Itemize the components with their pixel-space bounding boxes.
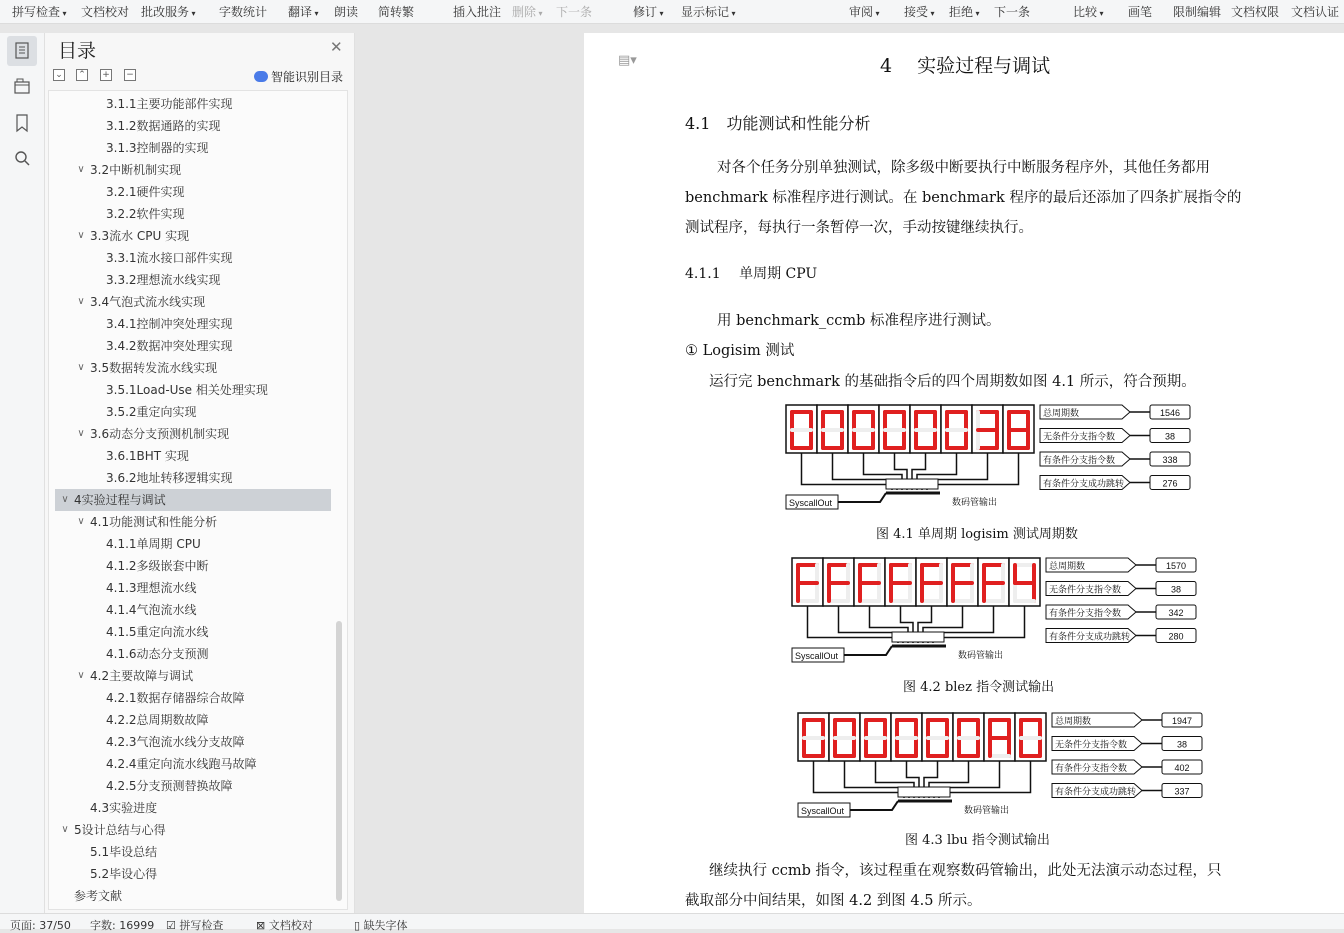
toolbar-item[interactable] (1128, 3, 1152, 21)
counter-value: 1546 (1159, 408, 1181, 418)
toolbar-item-label: 文档权限 (1231, 5, 1280, 19)
toolbar-item[interactable] (512, 3, 543, 21)
paragraph-line: 继续执行 ccmb 指令，该过程重在观察数码管输出，此处无法演示动态过程，只 (709, 863, 1222, 879)
syscall-label: SyscallOut (789, 498, 833, 508)
toolbar-item-label: 审阅 (849, 5, 874, 19)
toc-item[interactable] (49, 753, 345, 775)
toc-item[interactable] (49, 445, 345, 467)
chevron-down-icon[interactable]: ∨ (77, 516, 85, 527)
counter-value: 342 (1168, 608, 1184, 618)
display-label: 数码管输出 (952, 497, 998, 507)
counter-value: 38 (1170, 584, 1182, 595)
counter-label: 有条件分支指令数 (1049, 608, 1122, 618)
status-bar (0, 913, 1344, 932)
toc-list (48, 90, 348, 910)
toc-item-label: 3.5数据转发流水线实现 (90, 361, 218, 375)
toc-scrollbar[interactable] (336, 621, 342, 901)
search-icon[interactable] (7, 144, 37, 174)
smart-toc-label: 智能识别目录 (271, 70, 344, 84)
toc-item[interactable] (49, 775, 345, 797)
paragraph-line: benchmark 标准程序进行测试。在 benchmark 程序的最后还添加了四条扩展指令的 (685, 190, 1242, 206)
toolbar-item-label: 插入批注 (453, 5, 502, 19)
toolbar-item[interactable] (1231, 3, 1279, 21)
toc-item[interactable] (49, 357, 345, 379)
toc-item-label: 4.2.5分支预测替换故障 (106, 779, 233, 793)
toolbar-item-label: 比较 (1073, 5, 1098, 19)
review-toolbar (0, 0, 1344, 24)
toolbar-item[interactable] (849, 3, 880, 21)
counter-label: 无条件分支指令数 (1055, 739, 1128, 750)
toc-item-label: 3.3.1流水接口部件实现 (106, 251, 233, 265)
paragraph-line: 截取部分中间结果，如图 4.2 到图 4.5 所示。 (685, 893, 982, 909)
toc-item[interactable] (49, 841, 345, 863)
toc-item-label: 4.1.5重定向流水线 (106, 625, 209, 639)
toc-item[interactable] (55, 489, 331, 511)
figure-caption: 图 4.2 blez 指令测试输出 (903, 680, 1055, 695)
toc-item[interactable] (49, 335, 345, 357)
counter-label: 有条件分支指令数 (1043, 455, 1116, 465)
toc-item[interactable] (49, 885, 345, 907)
counter-label: 总周期数 (1043, 408, 1080, 418)
toc-item-label: 4.1.4气泡流水线 (106, 603, 197, 617)
ai-icon (254, 71, 268, 82)
chevron-down-icon[interactable]: ∨ (77, 362, 85, 373)
wire (939, 773, 1031, 798)
toc-item-label: 参考文献 (74, 889, 123, 903)
toc-item-label: 3.4.2数据冲突处理实现 (106, 339, 233, 353)
toc-item[interactable] (49, 467, 345, 489)
toc-item[interactable] (49, 181, 345, 203)
toolbar-item-label: 批改服务 (141, 5, 190, 19)
display-label: 数码管输出 (958, 650, 1004, 660)
toc-item-label: 3.2.1硬件实现 (106, 185, 185, 199)
toc-item-label: 4.1.2多级嵌套中断 (106, 559, 209, 573)
toc-item-label: 4.1.3理想流水线 (106, 581, 197, 595)
toc-item[interactable] (49, 159, 345, 181)
syscall-label: SyscallOut (795, 651, 839, 661)
toc-item-label: 4.2.3气泡流水线分支故障 (106, 735, 245, 749)
toolbar-item-label: 显示标记 (681, 5, 730, 19)
dropdown-icon: ▾ (1097, 9, 1104, 18)
splitter (892, 632, 944, 642)
toc-item-label: 3.6动态分支预测机制实现 (90, 427, 230, 441)
counter-label: 有条件分支成功跳转 (1049, 631, 1131, 642)
counter-label: 有条件分支指令数 (1055, 763, 1128, 773)
toc-item[interactable] (49, 863, 345, 885)
font-icon: ▯ (354, 919, 361, 932)
toc-item[interactable] (49, 269, 345, 291)
toolbar-item[interactable] (1073, 3, 1104, 21)
toc-item-label: 4.1.1单周期 CPU (106, 537, 201, 551)
chapter-heading: 4 实验过程与调试 (880, 55, 1051, 77)
dropdown-icon: ▾ (536, 9, 543, 18)
dropdown-icon: ▾ (873, 9, 880, 18)
toolbar-item[interactable] (633, 3, 664, 21)
chevron-down-icon[interactable]: ∨ (77, 296, 85, 307)
toc-item[interactable] (49, 731, 345, 753)
add-heading-icon[interactable]: + (100, 69, 112, 81)
counter-label: 有条件分支成功跳转 (1055, 786, 1137, 797)
paragraph-line: 对各个任务分别单独测试，除多级中断要执行中断服务程序外，其他任务都用 (717, 160, 1210, 176)
collapse-all-icon[interactable]: ⌄ (53, 69, 65, 81)
syscall-label: SyscallOut (801, 806, 845, 816)
toc-item[interactable] (49, 423, 345, 445)
toc-item[interactable] (49, 247, 345, 269)
checkbox-icon: ☑ (166, 919, 176, 932)
toolbar-item[interactable] (12, 3, 67, 21)
toc-item-label: 4实验过程与调试 (74, 493, 166, 507)
toc-item-label: 5设计总结与心得 (74, 823, 166, 837)
wire (814, 773, 905, 798)
dropdown-icon: ▾ (189, 9, 196, 18)
toolbar-item-label: 朗读 (334, 5, 359, 19)
toc-item[interactable] (49, 511, 345, 533)
counter-label: 总周期数 (1055, 716, 1092, 726)
toc-item-label: 4.1功能测试和性能分析 (90, 515, 218, 529)
toolbar-item-label: 拼写检查 (12, 5, 61, 19)
splitter (898, 787, 950, 797)
toolbar-item[interactable] (141, 3, 196, 21)
toc-item-label: 3.2.2软件实现 (106, 207, 185, 221)
toolbar-item[interactable] (453, 3, 501, 21)
toc-item-label: 4.2主要故障与调试 (90, 669, 194, 683)
toolbar-item-label: 下一条 (556, 5, 593, 19)
toolbar-item[interactable] (288, 3, 319, 21)
paragraph-line: 运行完 benchmark 的基础指令后的四个周期数如图 4.1 所示，符合预期。 (709, 374, 1196, 390)
counter-value: 1947 (1171, 716, 1193, 726)
toc-item-label: 5.2毕设心得 (90, 867, 158, 881)
toolbar-item-label: 翻译 (288, 5, 313, 19)
toc-item-label: 3.1.1主要功能部件实现 (106, 97, 233, 111)
dropdown-icon: ▾ (729, 9, 736, 18)
nav-icon-bar (0, 33, 45, 913)
toc-title: 目录 (58, 40, 97, 62)
toc-item-label: 3.5.2重定向实现 (106, 405, 197, 419)
toolbar-item-label: 文档校对 (81, 5, 130, 19)
document-icon[interactable]: ▤▾ (618, 53, 637, 68)
toc-item-label: 3.1.2数据通路的实现 (106, 119, 221, 133)
wire (927, 465, 1019, 490)
toc-item[interactable] (49, 533, 345, 555)
toc-item[interactable] (49, 225, 345, 247)
toolbar-item-label: 修订 (633, 5, 658, 19)
chevron-down-icon[interactable]: ∨ (77, 670, 85, 681)
toc-item[interactable] (49, 819, 345, 841)
display-label: 数码管输出 (964, 805, 1010, 815)
dropdown-icon: ▾ (312, 9, 319, 18)
toc-item-label: 3.1.3控制器的实现 (106, 141, 209, 155)
chevron-down-icon[interactable]: ∨ (77, 164, 85, 175)
logisim-figure (784, 403, 1184, 515)
toc-item-label: 4.1.6动态分支预测 (106, 647, 209, 661)
subsection-heading: 4.1.1 单周期 CPU (685, 266, 818, 282)
toc-item[interactable] (49, 313, 345, 335)
page-count: 页面: 37/50 (10, 919, 71, 932)
wire (802, 465, 893, 490)
bookmark-icon[interactable] (7, 108, 37, 138)
toolbar-item[interactable] (81, 3, 129, 21)
toc-item[interactable] (49, 555, 345, 577)
toolbar-item[interactable] (378, 3, 414, 21)
toc-item[interactable] (49, 401, 345, 423)
chevron-down-icon[interactable]: ∨ (61, 494, 69, 505)
toc-item[interactable] (49, 709, 345, 731)
spell-label: 拼写检查 (179, 919, 224, 932)
counter-label: 总周期数 (1049, 561, 1086, 571)
counter-value: 337 (1174, 786, 1190, 797)
toolbar-item[interactable] (1173, 3, 1221, 21)
counter-value: 402 (1174, 763, 1190, 773)
logisim-figure (796, 711, 1193, 821)
toc-item-label: 3.6.2地址转移逻辑实现 (106, 471, 233, 485)
logisim-figure (790, 556, 1187, 666)
toolbar-item-label: 限制编辑 (1173, 5, 1222, 19)
toolbar-item-label: 拒绝 (949, 5, 974, 19)
dropdown-icon: ▾ (928, 9, 935, 18)
toolbar-item[interactable] (949, 3, 980, 21)
counter-value: 276 (1162, 478, 1178, 489)
splitter (886, 479, 938, 489)
dropdown-icon: ▾ (657, 9, 664, 18)
close-icon[interactable]: ✕ (330, 38, 343, 56)
missing-font[interactable] (354, 917, 408, 933)
toc-item[interactable] (49, 203, 345, 225)
toc-item[interactable] (49, 137, 345, 159)
counter-value: 338 (1162, 455, 1178, 465)
proof-toggle[interactable] (256, 917, 313, 933)
chevron-down-icon[interactable]: ∨ (61, 824, 69, 835)
toc-item[interactable] (49, 93, 345, 115)
toc-item[interactable] (49, 599, 345, 621)
counter-label: 无条件分支指令数 (1049, 584, 1122, 595)
wire (838, 493, 886, 502)
toc-item[interactable] (49, 577, 345, 599)
paragraph-line: 测试程序，每执行一条暂停一次，手动按键继续执行。 (685, 220, 1033, 236)
navigation-icon[interactable] (7, 72, 37, 102)
toolbar-item-label: 文档认证 (1291, 5, 1340, 19)
wire (808, 618, 899, 643)
proof-icon: ⊠ (256, 919, 266, 932)
toc-item[interactable] (49, 379, 345, 401)
counter-value: 1570 (1165, 561, 1187, 571)
wire (844, 646, 892, 655)
toc-panel (45, 33, 355, 913)
toc-icon[interactable] (7, 36, 37, 66)
toolbar-item-label: 画笔 (1128, 5, 1153, 19)
toc-item-label: 3.3流水 CPU 实现 (90, 229, 190, 243)
toc-item[interactable] (49, 797, 345, 819)
toolbar-item[interactable] (994, 3, 1030, 21)
font-label: 缺失字体 (363, 919, 408, 932)
expand-up-icon[interactable]: ⌃ (76, 69, 88, 81)
toc-item[interactable] (49, 665, 345, 687)
toc-item-label: 3.5.1Load-Use 相关处理实现 (106, 383, 268, 397)
toolbar-item-label: 下一条 (994, 5, 1031, 19)
toc-item-label: 4.3实验进度 (90, 801, 158, 815)
smart-toc-button[interactable] (254, 68, 343, 85)
toc-item[interactable] (49, 643, 345, 665)
dropdown-icon: ▾ (60, 9, 67, 18)
toc-item-label: 3.2中断机制实现 (90, 163, 182, 177)
toc-item-label: 3.3.2理想流水线实现 (106, 273, 221, 287)
toolbar-item[interactable] (334, 3, 358, 21)
toc-item-label: 4.2.4重定向流水线跑马故障 (106, 757, 257, 771)
section-heading: 4.1 功能测试和性能分析 (685, 114, 871, 133)
toc-item-label: 3.4气泡式流水线实现 (90, 295, 206, 309)
counter-value: 38 (1164, 431, 1176, 442)
toc-item-label: 4.2.1数据存储器综合故障 (106, 691, 245, 705)
toolbar-item[interactable] (219, 3, 267, 21)
toolbar-item-label: 简转繁 (378, 5, 415, 19)
toolbar-item-label: 接受 (904, 5, 929, 19)
toolbar-item-label: 字数统计 (219, 5, 268, 19)
counter-label: 无条件分支指令数 (1043, 431, 1116, 442)
word-count[interactable]: 字数: 16999 (90, 919, 155, 932)
toc-item[interactable] (49, 621, 345, 643)
wire (933, 618, 1025, 643)
figure-caption: 图 4.3 lbu 指令测试输出 (905, 833, 1050, 848)
paragraph-line: 用 benchmark_ccmb 标准程序进行测试。 (717, 313, 1001, 329)
chevron-down-icon[interactable]: ∨ (77, 230, 85, 241)
remove-heading-icon[interactable]: − (124, 69, 136, 81)
toc-item-label: 3.6.1BHT 实现 (106, 449, 189, 463)
wire (850, 801, 898, 810)
chevron-down-icon[interactable]: ∨ (77, 428, 85, 439)
document-page (584, 33, 1344, 913)
toolbar-item[interactable] (556, 3, 592, 21)
toolbar-item[interactable] (904, 3, 935, 21)
toolbar-item[interactable] (681, 3, 736, 21)
toc-item-label: 5.1毕设总结 (90, 845, 158, 859)
toolbar-item[interactable] (1291, 3, 1339, 21)
counter-value: 280 (1168, 631, 1184, 642)
dropdown-icon: ▾ (973, 9, 980, 18)
counter-value: 38 (1176, 739, 1188, 750)
spell-check-toggle[interactable] (166, 917, 223, 933)
toolbar-item-label: 删除 (512, 5, 537, 19)
toc-item[interactable] (49, 687, 345, 709)
toc-item-label: 3.4.1控制冲突处理实现 (106, 317, 233, 331)
toc-item-label: 4.2.2总周期数故障 (106, 713, 209, 727)
list-item: ① Logisim 测试 (685, 343, 795, 359)
proof-label: 文档校对 (268, 919, 313, 932)
toc-item[interactable] (49, 115, 345, 137)
toc-item[interactable] (49, 291, 345, 313)
counter-label: 有条件分支成功跳转 (1043, 478, 1125, 489)
document-margin (355, 33, 584, 913)
figure-caption: 图 4.1 单周期 logisim 测试周期数 (876, 527, 1078, 542)
